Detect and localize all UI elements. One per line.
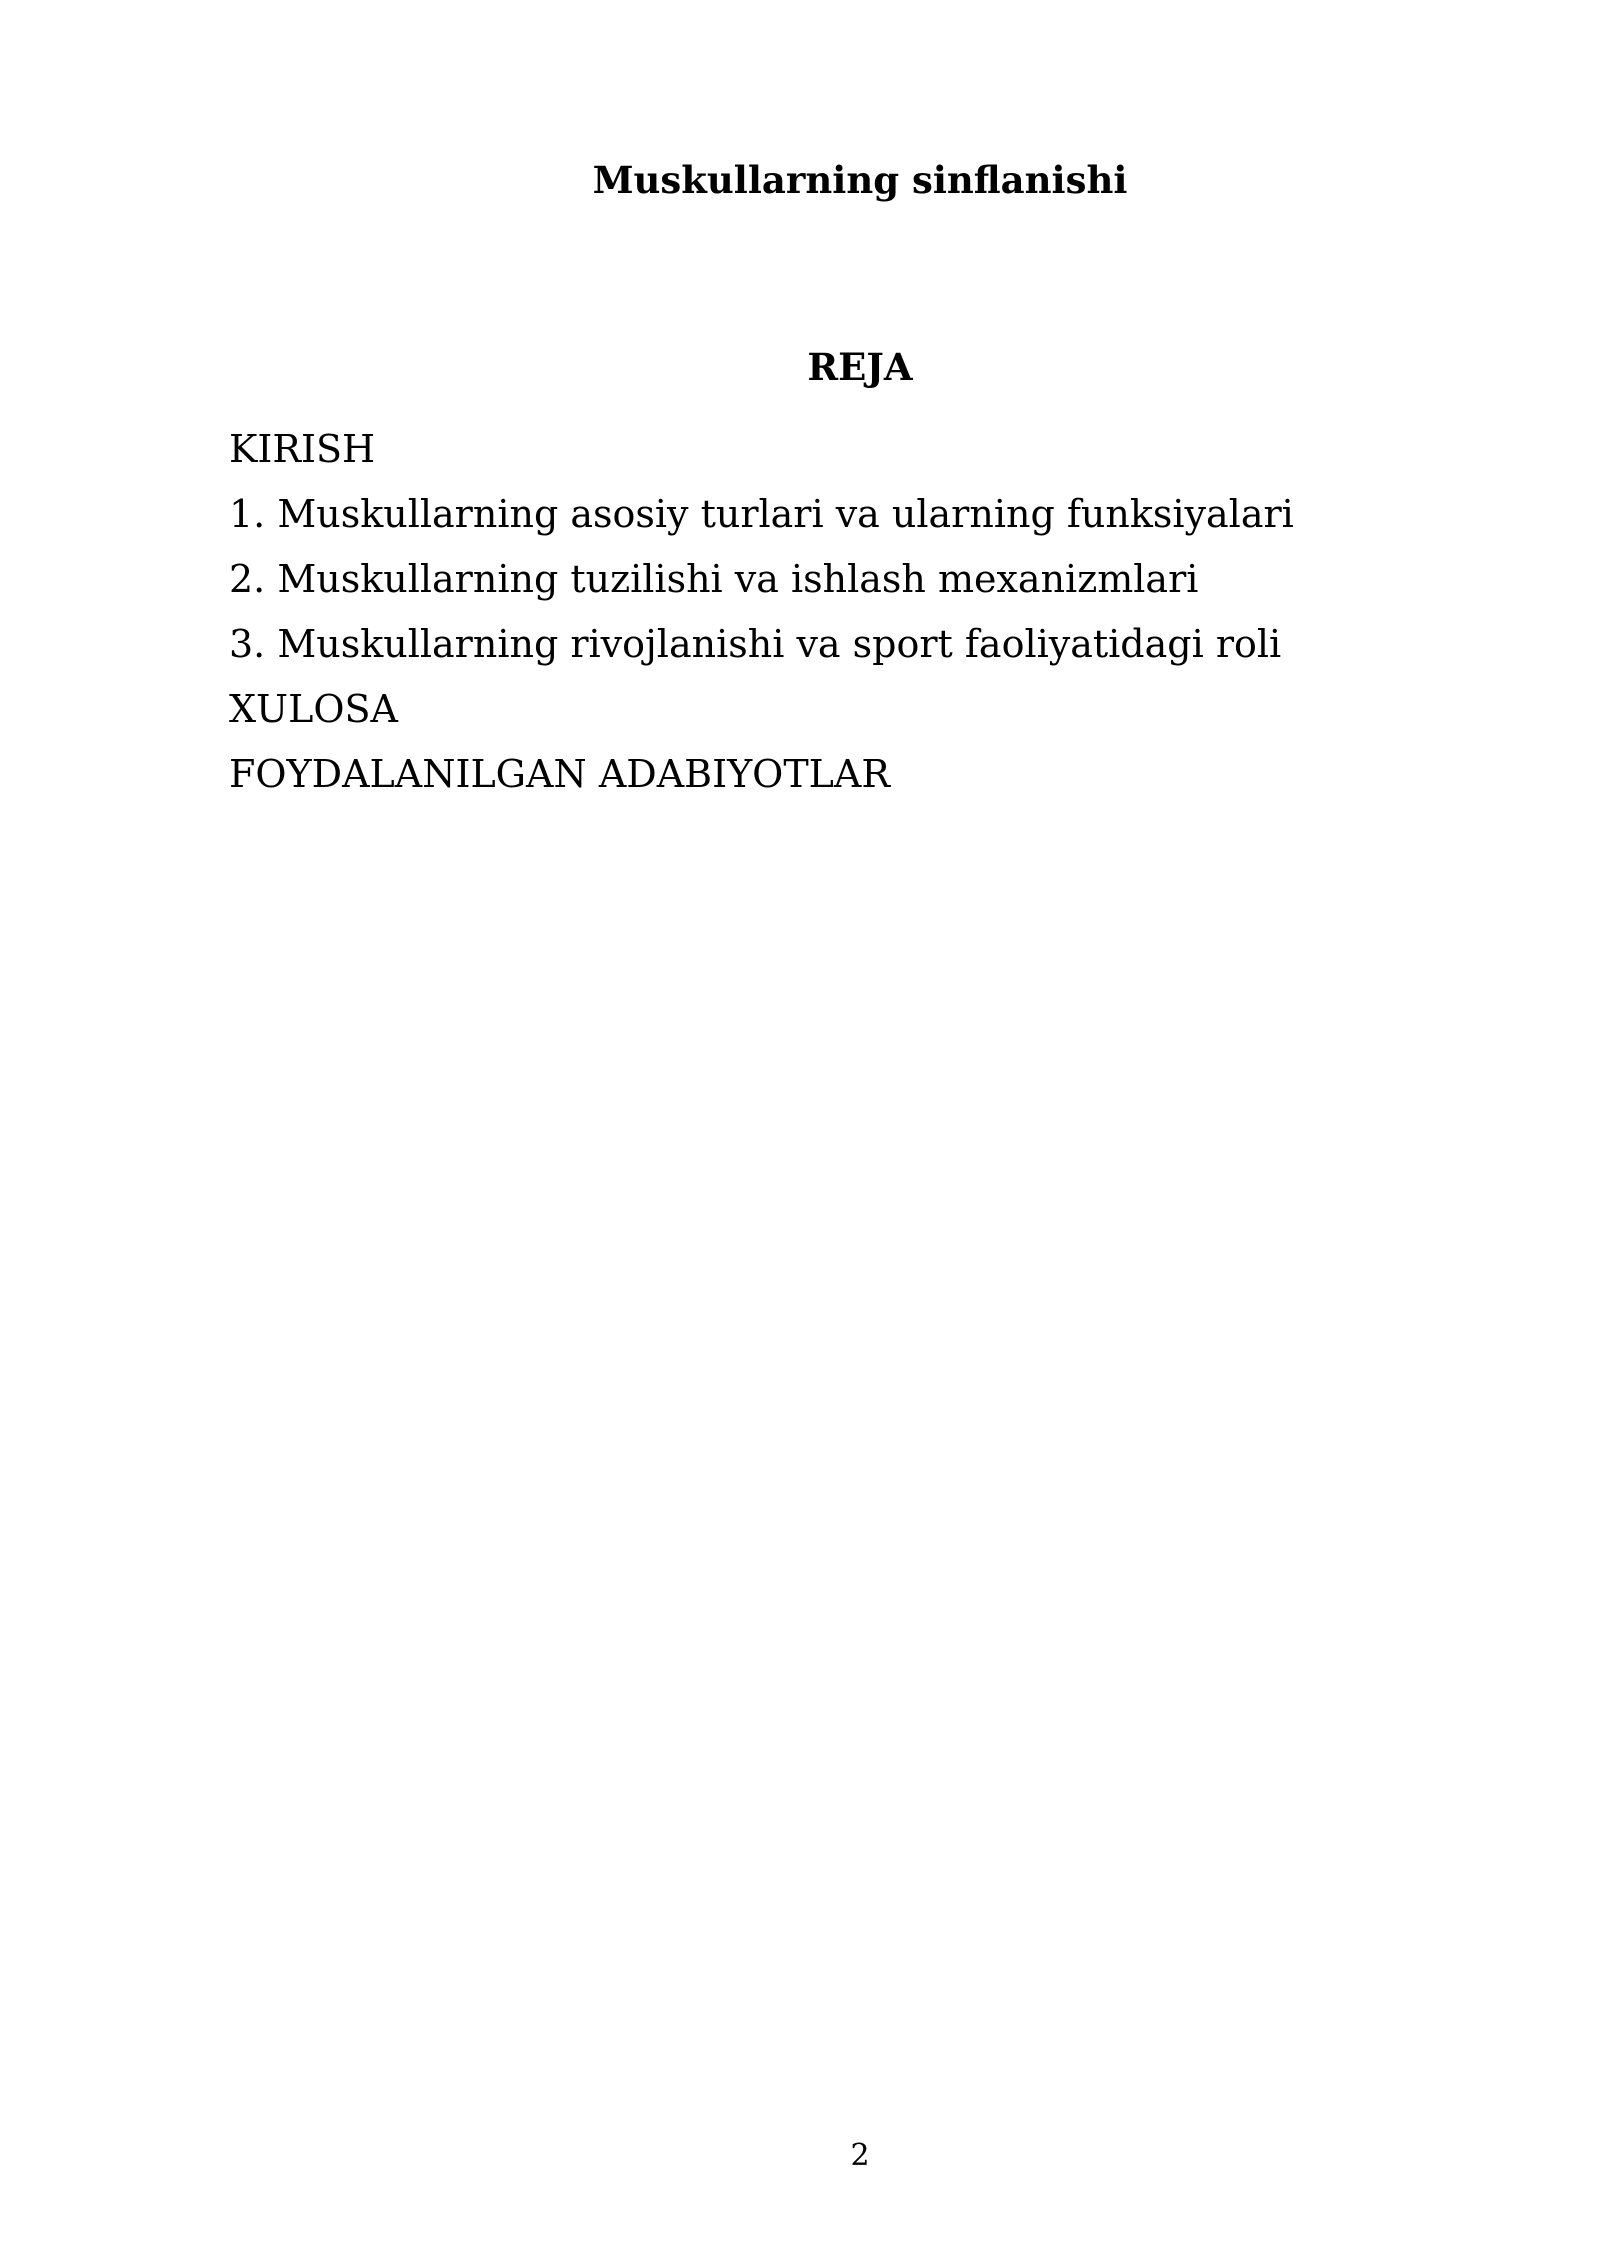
plan-item-2: 2. Muskullarning tuzilishi va ishlash mexanizmlari bbox=[229, 557, 1199, 601]
plan-item-1: 1. Muskullarning asosiy turlari va ularning funksiyalari bbox=[229, 492, 1294, 536]
plan-heading: REJA bbox=[807, 345, 913, 389]
plan-list bbox=[229, 417, 1429, 807]
plan-item-references: FOYDALANILGAN ADABIYOTLAR bbox=[229, 752, 890, 796]
document-title: Muskullarning sinflanishi bbox=[592, 158, 1128, 202]
page-number: 2 bbox=[850, 2138, 870, 2173]
plan-item-introduction: KIRISH bbox=[229, 427, 376, 471]
plan-item-conclusion: XULOSA bbox=[229, 687, 398, 731]
plan-item-3: 3. Muskullarning rivojlanishi va sport faoliyatidagi roli bbox=[229, 622, 1282, 666]
